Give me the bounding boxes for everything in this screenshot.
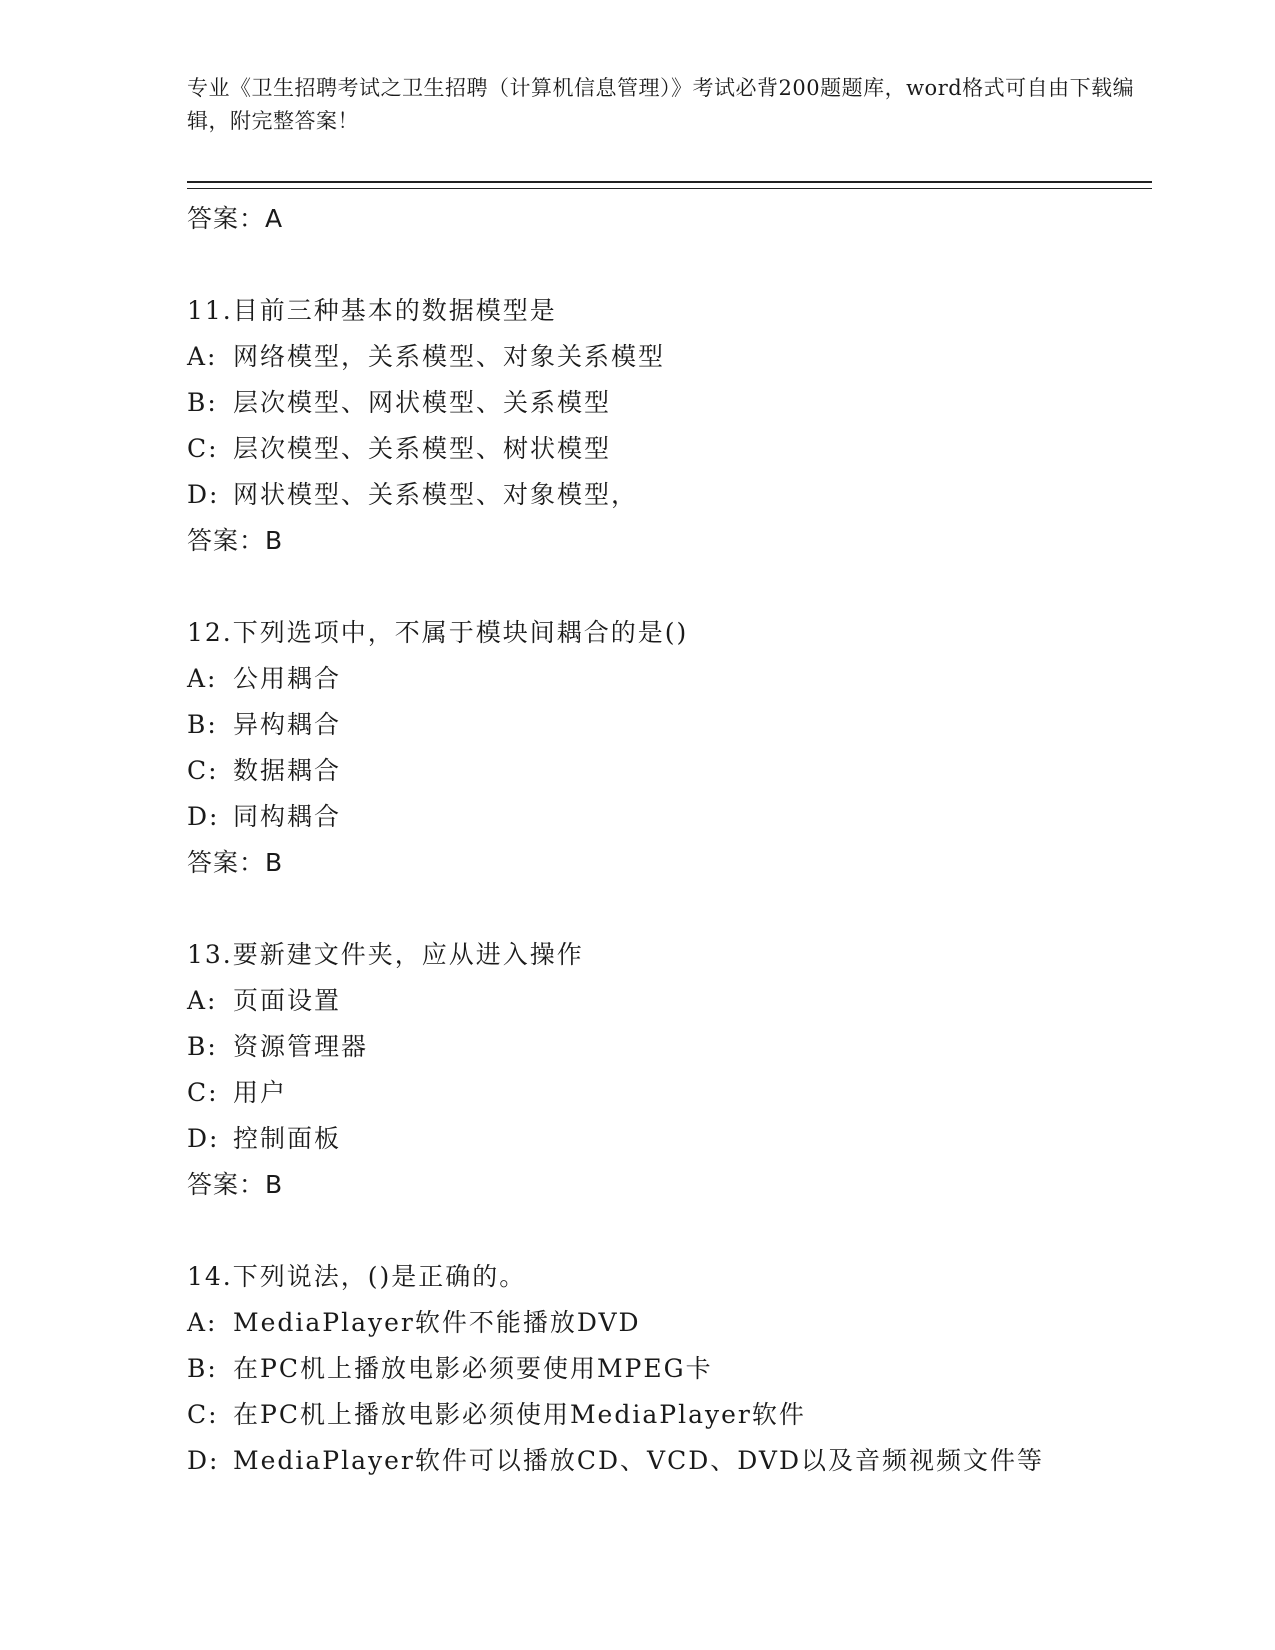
option-a — [187, 1300, 1152, 1346]
option-label: C: — [187, 1078, 219, 1107]
option-label: D: — [187, 1124, 220, 1153]
option-label: D: — [187, 1446, 220, 1475]
option-b — [187, 380, 1152, 426]
option-a — [187, 334, 1152, 380]
previous-answer: 答案：A — [187, 204, 284, 233]
option-d — [187, 1116, 1152, 1162]
option-label: B: — [187, 1032, 218, 1061]
option-c — [187, 1070, 1152, 1116]
option-label: A: — [187, 1308, 218, 1337]
option-label: B: — [187, 388, 218, 417]
answer-line: 答案：B — [187, 526, 284, 555]
option-label: A: — [187, 342, 218, 371]
option-a — [187, 656, 1152, 702]
option-text: 控制面板 — [233, 1124, 342, 1153]
question-12 — [187, 610, 1152, 886]
option-text: 网状模型、关系模型、对象模型， — [233, 480, 639, 509]
option-text: 层次模型、关系模型、树状模型 — [233, 434, 612, 463]
option-text: 资源管理器 — [233, 1032, 369, 1061]
option-b — [187, 1346, 1152, 1392]
document-header: 专业《卫生招聘考试之卫生招聘（计算机信息管理）》考试必背200题题库，word格式可自由下载编辑，附完整答案！ — [187, 76, 1135, 133]
option-text: 层次模型、网状模型、关系模型 — [233, 388, 612, 417]
option-a — [187, 978, 1152, 1024]
option-label: A: — [187, 664, 218, 693]
question-13 — [187, 932, 1152, 1208]
option-d — [187, 472, 1152, 518]
question-14 — [187, 1254, 1152, 1484]
option-text: 数据耦合 — [233, 756, 342, 785]
option-text: 用户 — [233, 1078, 288, 1107]
question-title: 12.下列选项中，不属于模块间耦合的是() — [187, 618, 689, 647]
option-label: C: — [187, 434, 219, 463]
document-page — [187, 72, 1152, 1484]
answer-line: 答案：B — [187, 848, 284, 877]
option-text: 在PC机上播放电影必须要使用MPEG卡 — [233, 1354, 713, 1383]
option-text: 公用耦合 — [233, 664, 342, 693]
option-label: D: — [187, 480, 220, 509]
option-label: D: — [187, 802, 220, 831]
option-text: 页面设置 — [233, 986, 342, 1015]
option-d — [187, 794, 1152, 840]
option-b — [187, 1024, 1152, 1070]
option-text: 在PC机上播放电影必须使用MediaPlayer软件 — [233, 1400, 806, 1429]
option-label: B: — [187, 1354, 218, 1383]
option-label: C: — [187, 1400, 219, 1429]
option-b — [187, 702, 1152, 748]
option-c — [187, 426, 1152, 472]
option-c — [187, 1392, 1152, 1438]
answer-line: 答案：B — [187, 1170, 284, 1199]
option-d — [187, 1438, 1152, 1484]
option-text: MediaPlayer软件可以播放CD、VCD、DVD以及音频视频文件等 — [233, 1446, 1044, 1475]
header-divider — [187, 181, 1152, 189]
question-11 — [187, 288, 1152, 564]
option-label: C: — [187, 756, 219, 785]
option-text: 同构耦合 — [233, 802, 342, 831]
option-text: 网络模型，关系模型、对象关系模型 — [233, 342, 666, 371]
option-text: MediaPlayer软件不能播放DVD — [233, 1308, 641, 1337]
option-label: A: — [187, 986, 218, 1015]
option-label: B: — [187, 710, 218, 739]
option-text: 异构耦合 — [233, 710, 342, 739]
question-title: 11.目前三种基本的数据模型是 — [187, 296, 557, 325]
option-c — [187, 748, 1152, 794]
question-title: 13.要新建文件夹，应从进入操作 — [187, 940, 584, 969]
question-title: 14.下列说法，()是正确的。 — [187, 1262, 527, 1291]
